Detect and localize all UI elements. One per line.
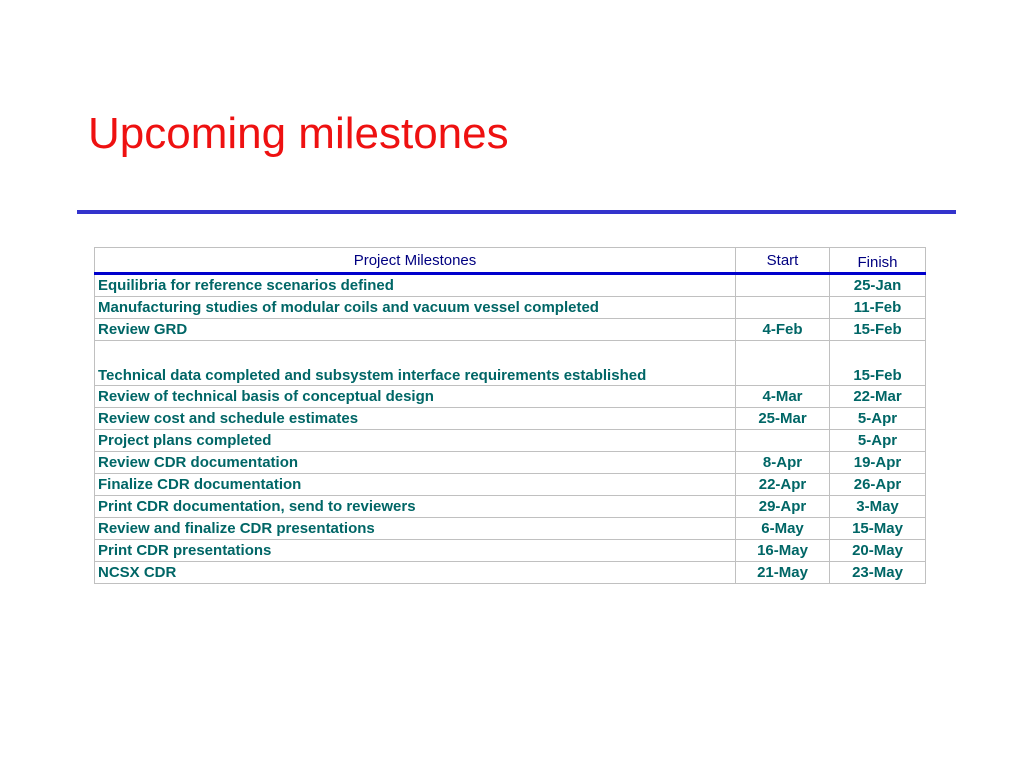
milestone-name: NCSX CDR (95, 562, 736, 584)
milestones-table (94, 247, 926, 584)
milestone-name: Manufacturing studies of modular coils and vacuum vessel completed (95, 297, 736, 319)
milestone-start: 22-Apr (736, 474, 830, 496)
milestone-name: Technical data completed and subsystem interface requirements established (95, 341, 736, 386)
milestone-name: Project plans completed (95, 430, 736, 452)
milestone-finish: 11-Feb (830, 297, 926, 319)
milestone-start (736, 297, 830, 319)
milestone-finish: 5-Apr (830, 408, 926, 430)
title-divider (77, 210, 956, 214)
table-row (95, 496, 926, 518)
milestone-start: 8-Apr (736, 452, 830, 474)
milestone-start (736, 430, 830, 452)
milestone-name: Print CDR presentations (95, 540, 736, 562)
header-project-milestones: Project Milestones (95, 248, 736, 274)
milestone-finish: 25-Jan (830, 274, 926, 297)
table-row (95, 319, 926, 341)
milestone-finish: 15-Feb (830, 319, 926, 341)
table-row (95, 562, 926, 584)
milestone-finish: 15-May (830, 518, 926, 540)
milestone-name: Equilibria for reference scenarios defined (95, 274, 736, 297)
milestone-finish: 22-Mar (830, 386, 926, 408)
table-row (95, 341, 926, 386)
milestone-finish: 3-May (830, 496, 926, 518)
milestone-start: 16-May (736, 540, 830, 562)
milestone-start (736, 341, 830, 386)
table-row (95, 408, 926, 430)
header-finish: Finish (830, 248, 926, 274)
milestone-start: 29-Apr (736, 496, 830, 518)
milestone-name: Finalize CDR documentation (95, 474, 736, 496)
milestone-start: 4-Feb (736, 319, 830, 341)
table-row (95, 518, 926, 540)
milestone-start: 25-Mar (736, 408, 830, 430)
milestone-finish: 5-Apr (830, 430, 926, 452)
milestone-start (736, 274, 830, 297)
milestone-name: Review GRD (95, 319, 736, 341)
header-start: Start (736, 248, 830, 274)
slide-title: Upcoming milestones (88, 109, 509, 158)
table-row (95, 274, 926, 297)
milestone-finish: 20-May (830, 540, 926, 562)
table-row (95, 430, 926, 452)
milestone-finish: 26-Apr (830, 474, 926, 496)
milestone-finish: 15-Feb (830, 341, 926, 386)
milestone-name: Review CDR documentation (95, 452, 736, 474)
milestone-name: Review and finalize CDR presentations (95, 518, 736, 540)
table-row (95, 474, 926, 496)
milestone-name: Print CDR documentation, send to reviewers (95, 496, 736, 518)
table-row (95, 540, 926, 562)
milestone-name: Review of technical basis of conceptual design (95, 386, 736, 408)
milestone-start: 21-May (736, 562, 830, 584)
milestone-start: 4-Mar (736, 386, 830, 408)
table-row (95, 386, 926, 408)
table-row (95, 297, 926, 319)
milestone-name: Review cost and schedule estimates (95, 408, 736, 430)
milestone-finish: 19-Apr (830, 452, 926, 474)
table-header-row (95, 248, 926, 274)
milestone-start: 6-May (736, 518, 830, 540)
milestone-finish: 23-May (830, 562, 926, 584)
table-row (95, 452, 926, 474)
